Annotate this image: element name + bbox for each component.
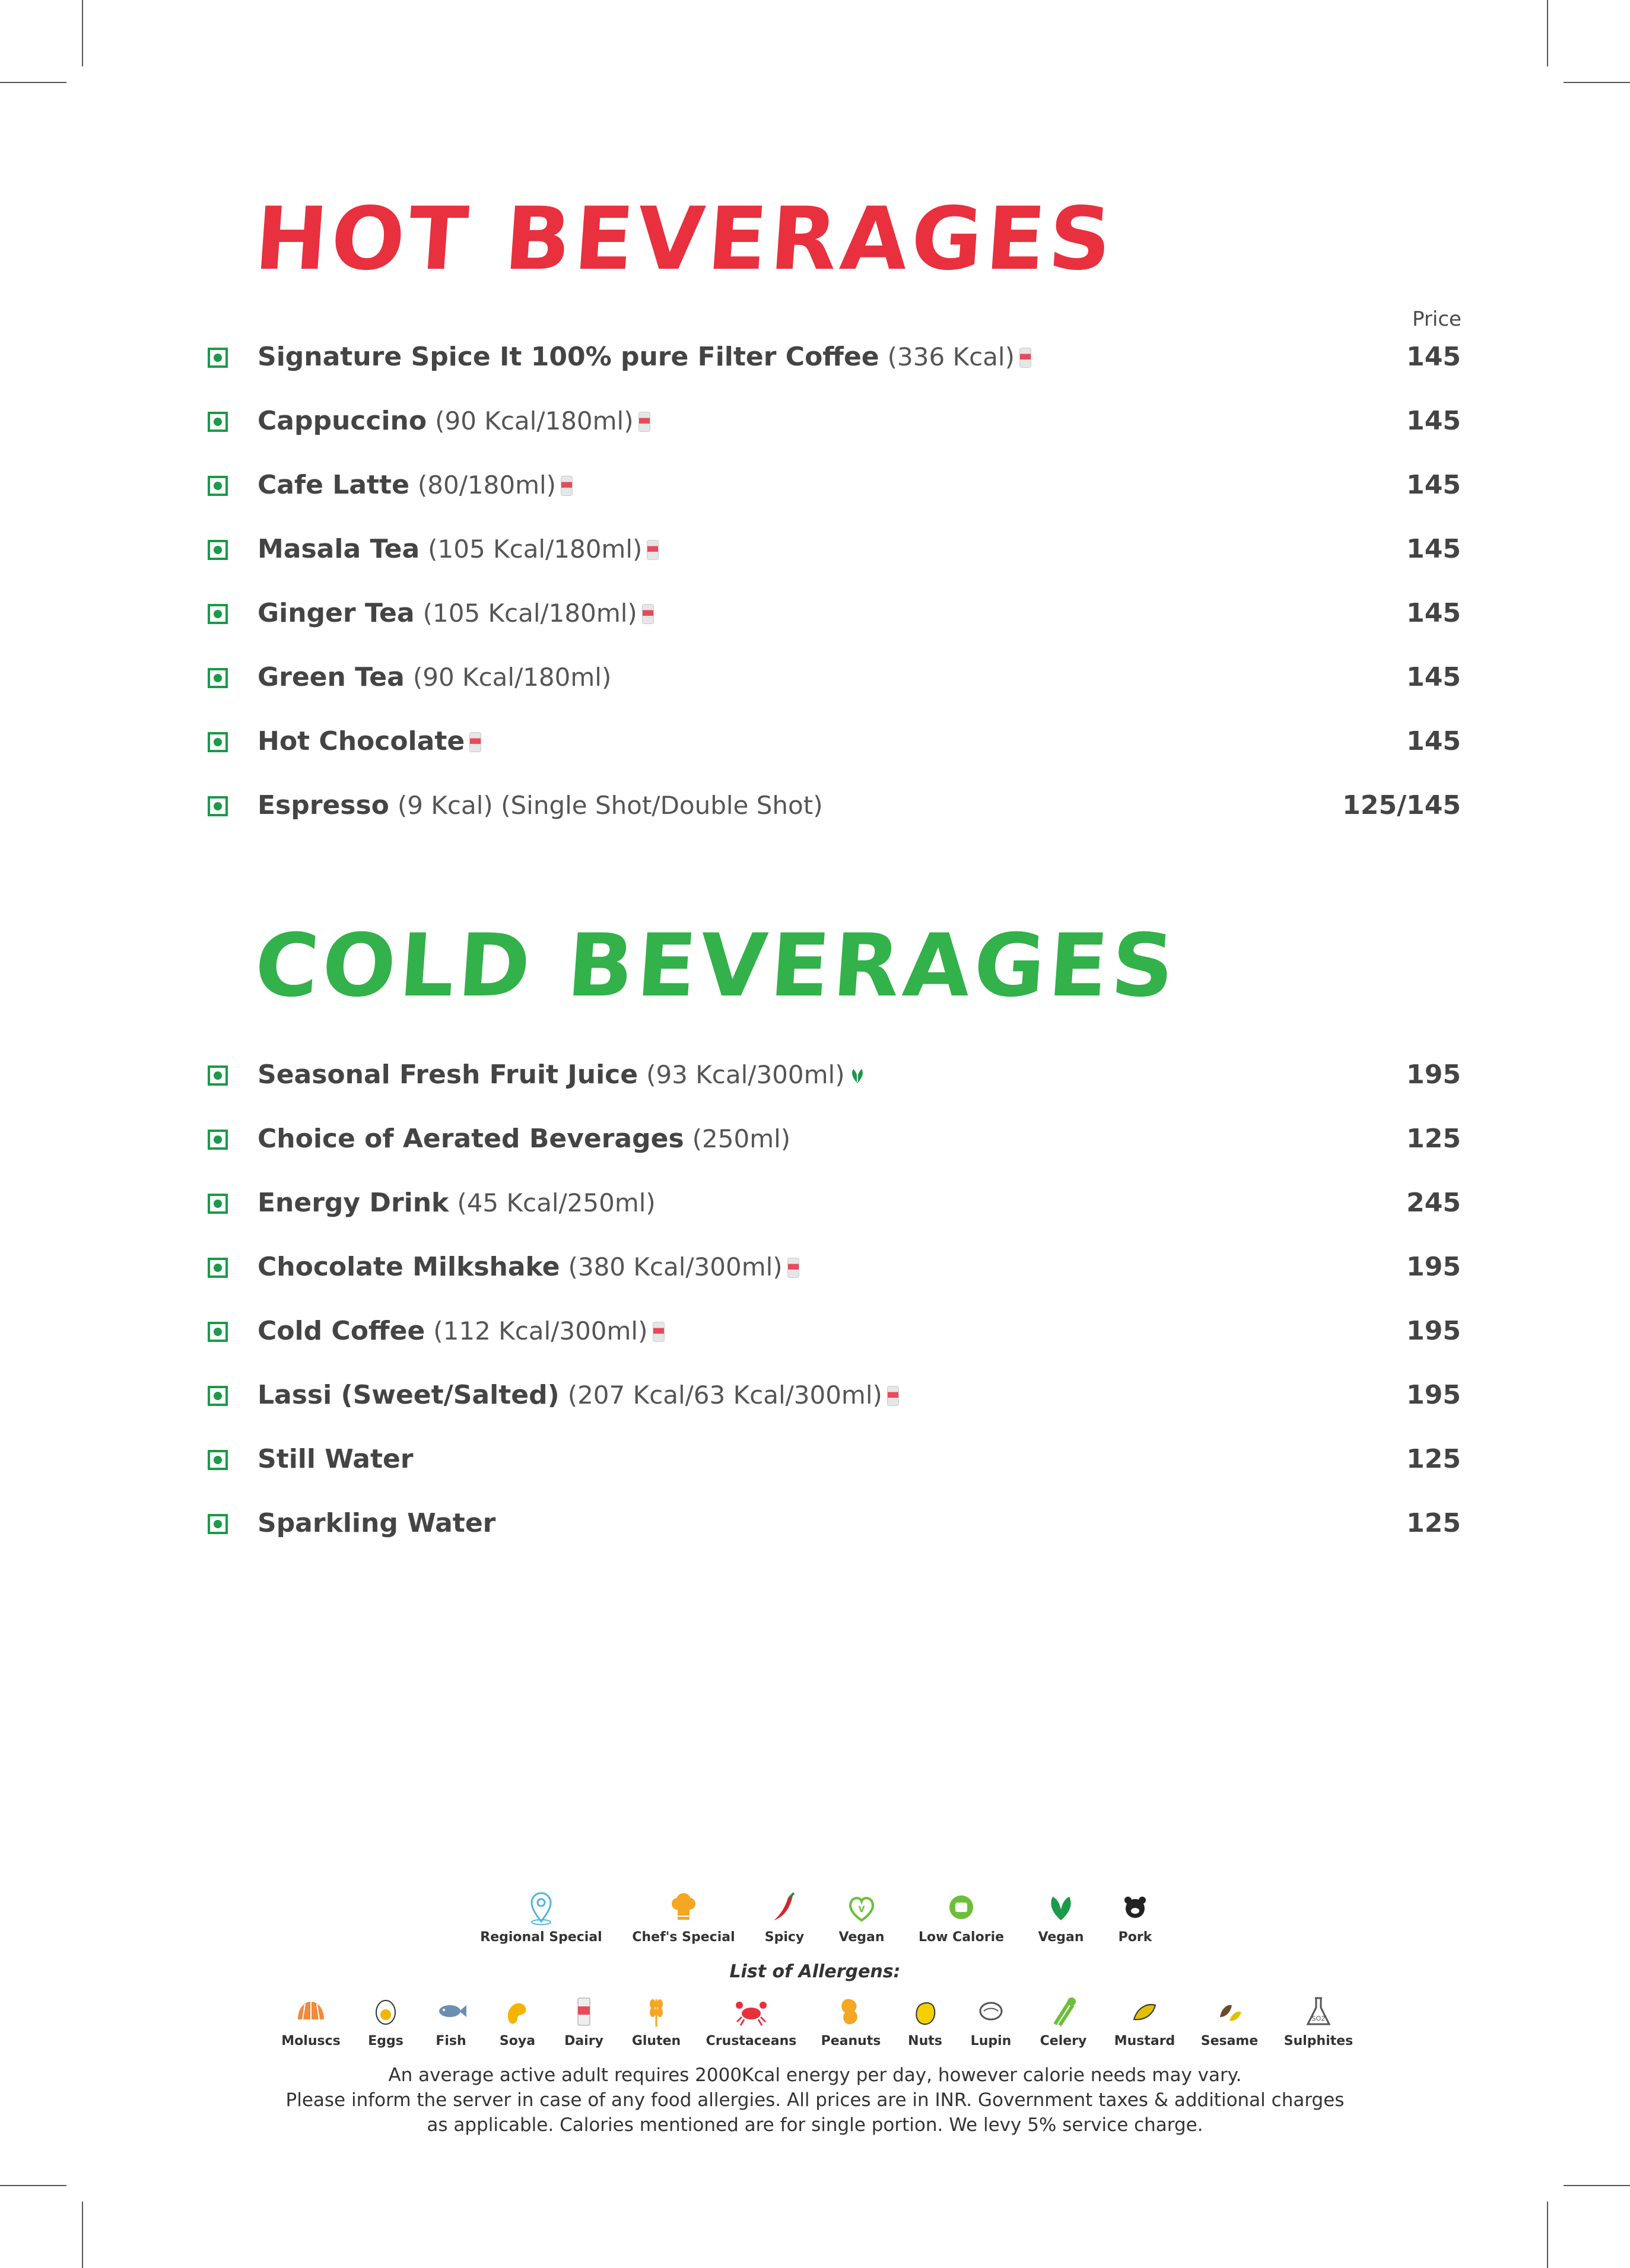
menu-item [208,1124,1461,1188]
chef-hat-icon [666,1890,701,1925]
item-text [258,790,823,822]
cold-beverages-title: COLD BEVERAGES [252,915,1181,1016]
legend-label: Crustaceans [706,2034,797,2048]
dairy-icon [561,476,573,496]
dairy-icon [638,412,650,432]
price-column-header: Price [1412,307,1461,331]
item-price: 125/145 [1342,790,1461,820]
svg-text:V: V [858,1905,865,1914]
legend-label: Soya [499,2034,536,2048]
menu-item [208,1380,1461,1444]
item-price: 145 [1406,342,1461,372]
item-price: 145 [1406,598,1461,628]
item-name: Chocolate Milkshake [258,1252,560,1282]
legend-item [1070,1890,1200,1945]
item-name: Cafe Latte [258,470,409,500]
legend-label: Eggs [368,2034,403,2048]
item-description: (250ml) [692,1124,791,1153]
item-text [258,1380,899,1411]
item-description: (45 Kcal/250ml) [457,1188,656,1217]
sesame-icon [1212,1993,1247,2029]
crop-mark [1564,2185,1630,2186]
hot-beverages-list [208,342,1461,854]
item-price: 145 [1406,470,1461,500]
legend-label: Vegan [838,1930,885,1945]
item-price: 195 [1406,1252,1461,1282]
veg-mark-icon [208,1258,228,1278]
dairy-icon [1019,348,1031,368]
item-name: Still Water [258,1444,414,1474]
item-text [258,598,654,629]
crop-mark [1547,0,1548,66]
item-text [258,1316,665,1347]
veg-mark-icon [208,796,228,816]
veg-mark-icon [208,732,228,752]
item-name: Masala Tea [258,534,420,564]
cold-beverages-list [208,1060,1461,1572]
legend-label: Gluten [631,2034,681,2048]
item-description: (105 Kcal/180ml) [428,535,643,564]
legend-label: Moluscs [281,2034,341,2048]
dairy-icon [647,540,659,560]
crop-mark [82,2202,83,2268]
vegan-leaf-icon [849,1067,866,1084]
legend-label: Lupin [970,2034,1012,2048]
item-text [258,1188,656,1219]
menu-item [208,726,1461,790]
mustard-icon [1127,1993,1162,2029]
legend-label: Dairy [564,2034,603,2048]
veg-mark-icon [208,348,228,368]
item-name: Sparkling Water [258,1508,496,1538]
item-text [258,1508,495,1539]
item-price: 125 [1406,1124,1461,1154]
item-description: (80/180ml) [417,470,557,500]
legend-label: Sesame [1200,2034,1259,2048]
crop-mark [0,2185,66,2186]
hot-beverages-title: HOT BEVERAGES [252,189,1119,290]
item-description: (112 Kcal/300ml) [433,1316,648,1345]
menu-item [208,534,1461,598]
legend-label: Nuts [908,2034,942,2048]
location-pin-icon [523,1890,559,1925]
item-price: 245 [1406,1188,1461,1218]
menu-item [208,1060,1461,1124]
item-price: 195 [1406,1380,1461,1410]
item-text [258,534,659,565]
item-price: 145 [1406,534,1461,564]
item-price: 145 [1406,662,1461,692]
dairy-icon [653,1322,665,1342]
item-name: Ginger Tea [258,598,415,628]
item-description: (207 Kcal/63 Kcal/300ml) [567,1380,882,1410]
veg-mark-icon [208,1450,228,1470]
legend-label: Low Calorie [918,1930,1005,1945]
menu-item [208,406,1461,470]
vegan-heart-icon [844,1890,879,1925]
legend-label: Chef's Special [632,1930,735,1945]
menu-item [208,470,1461,534]
legend-label: Peanuts [821,2034,881,2048]
dairy-icon [469,732,481,752]
low-calorie-icon [943,1890,979,1925]
item-text [258,726,481,758]
veg-mark-icon [208,1065,228,1086]
item-description: (336 Kcal) [887,342,1015,371]
item-price: 195 [1406,1316,1461,1346]
menu-item [208,790,1461,854]
crop-mark [1564,82,1630,83]
item-name: Lassi (Sweet/Salted) [258,1380,560,1410]
legend-label: Fish [436,2034,466,2048]
menu-item [208,1508,1461,1572]
item-name: Energy Drink [258,1188,449,1218]
item-price: 145 [1406,406,1461,436]
item-name: Hot Chocolate [258,726,465,756]
allergens-title: List of Allergens: [729,1961,901,1982]
item-text [258,1060,866,1091]
legend-item [1253,1993,1384,2048]
item-text [258,470,573,501]
veg-mark-icon [208,540,228,560]
item-description: (90 Kcal/180ml) [435,406,634,435]
legend-label: Regional Special [480,1930,602,1945]
dairy-icon [787,1258,799,1278]
menu-item [208,598,1461,662]
item-text [258,1252,799,1283]
footnote-line: An average active adult requires 2000Kcal energy per day, however calorie needs may vary. [388,2065,1242,2086]
menu-item [208,1316,1461,1380]
item-price: 125 [1406,1508,1461,1538]
sulphites-icon [1301,1993,1336,2029]
menu-item [208,1444,1461,1508]
item-text [258,342,1031,373]
veg-mark-icon [208,1514,228,1534]
item-name: Cappuccino [258,406,427,436]
item-price: 125 [1406,1444,1461,1474]
veg-mark-icon [208,1130,228,1150]
legend-label: Mustard [1114,2034,1175,2048]
item-name: Cold Coffee [258,1316,425,1346]
item-description: (93 Kcal/300ml) [646,1060,845,1089]
item-description: (90 Kcal/180ml) [412,663,612,692]
item-name: Seasonal Fresh Fruit Juice [258,1060,638,1090]
menu-item [208,1252,1461,1316]
legend-label: Spicy [764,1930,805,1945]
pig-icon [1117,1890,1153,1925]
legend-label: Celery [1040,2034,1087,2048]
item-description: (9 Kcal) (Single Shot/Double Shot) [397,791,823,820]
dairy-icon [887,1386,899,1406]
veg-mark-icon [208,1194,228,1214]
item-text [258,1124,790,1155]
menu-item [208,342,1461,406]
veg-mark-icon [208,1322,228,1342]
footnote-line: as applicable. Calories mentioned are for single portion. We levy 5% service charge. [427,2114,1203,2136]
veg-mark-icon [208,668,228,688]
svg-text:SO2: SO2 [1311,2015,1326,2022]
item-price: 145 [1406,726,1461,756]
item-text [258,1444,414,1475]
item-text [258,406,650,437]
legend-label: Vegan [1038,1930,1084,1945]
menu-item [208,1188,1461,1252]
legend-label: Pork [1118,1930,1152,1945]
veg-mark-icon [208,604,228,624]
menu-item [208,662,1461,726]
item-price: 195 [1406,1060,1461,1090]
veg-mark-icon [208,476,228,496]
item-name: Espresso [258,790,389,820]
crab-icon [733,1993,769,2029]
crop-mark [0,82,66,83]
wheat-icon [638,1993,674,2029]
veg-mark-icon [208,1386,228,1406]
crop-mark [82,0,83,66]
dairy-icon [642,604,654,624]
veg-mark-icon [208,412,228,432]
footnote-line: Please inform the server in case of any food allergies. All prices are in INR. Government taxes & additional charges [285,2089,1345,2111]
legend-item [476,1890,606,1945]
item-description: (380 Kcal/300ml) [568,1252,783,1281]
item-name: Choice of Aerated Beverages [258,1124,684,1154]
crop-mark [1547,2202,1548,2268]
item-text [258,662,611,694]
item-description: (105 Kcal/180ml) [422,599,637,628]
item-name: Green Tea [258,662,405,692]
item-name: Signature Spice It 100% pure Filter Coffee [258,342,879,372]
legend-label: Sulphites [1283,2034,1353,2048]
celery-icon [1046,1993,1081,2029]
